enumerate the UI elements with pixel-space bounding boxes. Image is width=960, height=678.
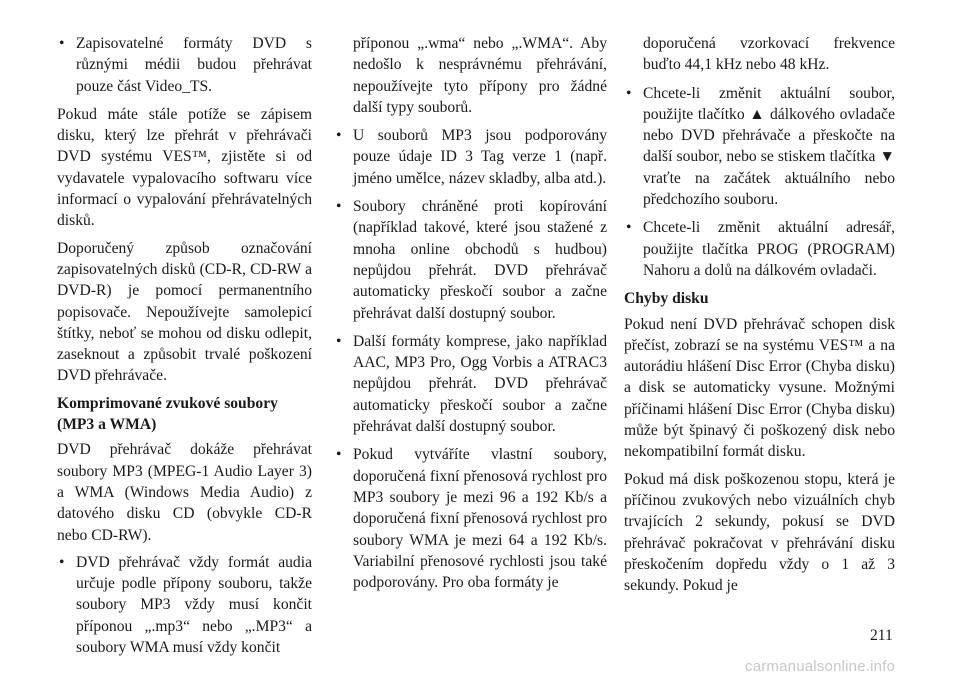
list-item-continuation: příponou „.wma“ nebo „.WMA“. Aby nedošlo k nesprávnému přehrávání, nepoužívejte tyto přípony pro žádné další typy souborů. <box>353 35 607 116</box>
column-left <box>57 33 312 665</box>
page-number: 211 <box>870 627 893 644</box>
list-item: • Chcete-li změnit aktuální soubor, použijte tlačítko ▲ dálkového ovladače nebo DVD přehrávače a přeskočte na další soubor, nebo se stiskem tlačítka ▼ vraťte na začátek aktuálního nebo předchozího souboru. <box>624 83 895 211</box>
bullet-list <box>624 33 895 281</box>
section-heading: Komprimované zvukové soubory (MP3 a WMA) <box>57 394 278 434</box>
watermark: carmanualsonline.info <box>745 658 896 675</box>
paragraph: DVD přehrávač dokáže přehrávat soubory MP3 (MPEG-1 Audio Layer 3) a WMA (Windows Media Audio) z datového disku CD (obvykle CD-R nebo CD-RW). <box>57 441 312 544</box>
list-item: • Další formáty komprese, jako například AAC, MP3 Pro, Ogg Vorbis a ATRAC3 nepůjdou přehrát. DVD přehrávač automaticky přeskočí soubor a začne přehrávat další dostupný soubor. <box>334 331 607 437</box>
paragraph: Doporučený způsob označování zapisovatelných disků (CD-R, CD-RW a DVD-R) je pomocí permanentního popisovače. Nepoužívejte samolepicí štítky, neboť se mohou od disku odlepit, zaseknout a způsobit trvalé poškození DVD přehrávače. <box>57 239 312 385</box>
section-heading: Chyby disku <box>624 290 709 308</box>
column-middle <box>334 33 607 600</box>
paragraph: Pokud není DVD přehrávač schopen disk přečíst, zobrazí se na systému VES™ a na autorádiu hlášení Disc Error (Chyba disku) a disk se automaticky vysune. Možnými příčinami hlášení Disc Error (Chyba disku) může být špinavý či poškozený disk nebo nekompatibilní formát disku. <box>624 315 895 461</box>
column-right <box>624 33 895 602</box>
list-item-continuation: doporučená vzorkovací frekvence buďto 44,1 kHz nebo 48 kHz. <box>643 35 895 74</box>
list-item: • Pokud vytváříte vlastní soubory, doporučená fixní přenosová rychlost pro MP3 soubory je mezi 96 a 192 Kb/s a doporučená fixní přenosová rychlost pro soubory WMA je mezi 64 a 192 Kb/s. Variabilní přenosové rychlosti jsou také podporovány. Pro oba formáty je <box>334 444 607 593</box>
bullet-list <box>334 33 607 593</box>
paragraph: Pokud má disk poškozenou stopu, která je příčinou zvukových nebo vizuálních chyb trvajících 2 sekundy, pokusí se DVD přehrávač pokračovat v přehrávání disku přeskočením dopředu vždy o 1 až 3 sekundy. Pokud je <box>624 470 895 595</box>
list-item: • Soubory chráněné proti kopírování (například takové, které jsou stažené z mnoha online obchodů s hudbou) nepůjdou přehrát. DVD přehrávač automaticky přeskočí soubor a začne přehrávat další dostupný soubor. <box>334 196 607 324</box>
paragraph: Pokud máte stále potíže se zápisem disku, který lze přehrát v přehrávači DVD systému VES™, zjistěte si od vydavatele vypalovacího softwaru více informací o vypalování přehrávatelných disků. <box>57 105 312 230</box>
list-item: • Chcete-li změnit aktuální adresář, použijte tlačítka PROG (PROGRAM) Nahoru a dolů na dálkovém ovladači. <box>624 217 895 281</box>
bullet-list <box>57 33 312 97</box>
list-item: • DVD přehrávač vždy formát audia určuje podle přípony souboru, takže soubory MP3 vždy musí končit příponou „.mp3“ nebo „.MP3“ a soubory WMA musí vždy končit <box>57 552 312 658</box>
list-item: • U souborů MP3 jsou podporovány pouze údaje ID 3 Tag verze 1 (např. jméno umělce, název skladby, alba atd.). <box>334 125 607 189</box>
list-item: • Zapisovatelné formáty DVD s různými médii budou přehrávat pouze část Video_TS. <box>57 33 312 97</box>
bullet-list <box>57 552 312 658</box>
